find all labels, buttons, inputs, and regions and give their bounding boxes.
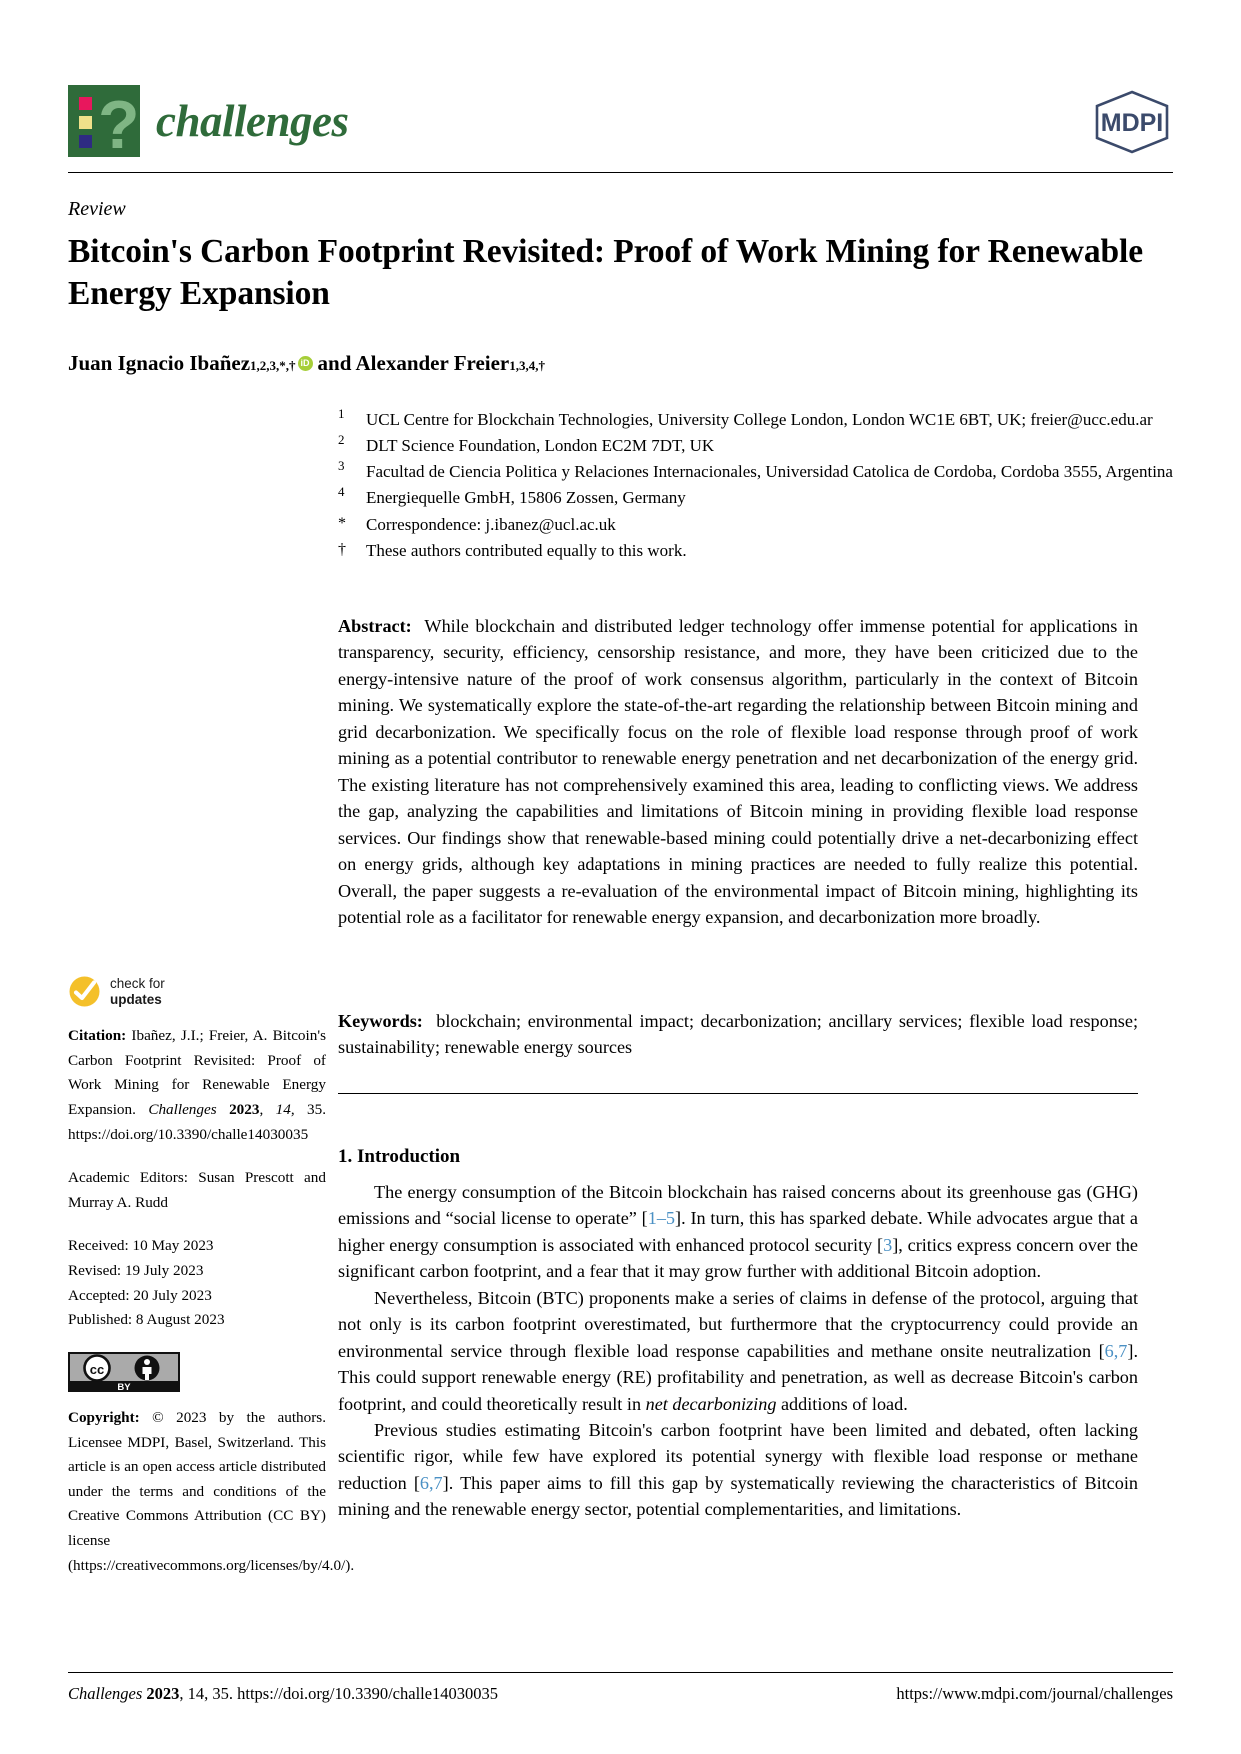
date-accepted: Accepted: 20 July 2023 xyxy=(68,1286,212,1304)
body-paragraph: Previous studies estimating Bitcoin's carbon footprint have been limited and debated, often lacking scientific rigor, while few have explored its potential synergy with flexible load response or methane reduction [6,7]. This paper aims to fill this gap by systematically reviewing the characteristics of Bitcoin mining and the renewable energy sector, potential complementarities, and limitations. xyxy=(338,1420,1138,1520)
citation-volume: 14 xyxy=(275,1100,291,1118)
journal-title: challenges xyxy=(156,96,349,146)
academic-editors-label: Academic Editors: xyxy=(68,1169,188,1187)
citation-block: Citation: Ibañez, J.I.; Freier, A. Bitcoin's Carbon Footprint Revisited: Proof of Work Mining for Renewable Energy Expansion. Challenges 2023, 14, 35. https://doi.org/10.3390/challe14030035 xyxy=(68,1027,327,1143)
keywords-text: blockchain; environmental impact; decarbonization; ancillary services; flexible load response; sustainability; renewable energy sources xyxy=(338,1011,1139,1058)
title-block xyxy=(68,198,1173,376)
emphasis-text: net decarbonizing xyxy=(645,1393,777,1414)
footer-citation-rest: , 14, 35. https://doi.org/10.3390/challe14030035 xyxy=(179,1684,499,1703)
copyright-label: Copyright: xyxy=(68,1408,140,1426)
citation-link[interactable]: 1–5 xyxy=(647,1208,676,1229)
citation-link[interactable]: 6,7 xyxy=(1104,1340,1128,1361)
check-updates-line2: updates xyxy=(110,991,162,1007)
copyright-block xyxy=(68,1352,355,1578)
keywords-section xyxy=(338,1008,1138,1061)
author-name-1: Juan Ignacio Ibañez xyxy=(68,350,251,375)
sidebar-metadata xyxy=(68,975,355,1578)
equal-contribution-text: These authors contributed equally to this work. xyxy=(366,540,687,560)
affiliation-text: UCL Centre for Blockchain Technologies, University College London, London WC1E 6BT, UK; freier@ucc.edu.ar xyxy=(366,410,1153,429)
check-updates-label xyxy=(110,976,165,1008)
creative-commons-by-badge-icon xyxy=(68,1352,180,1392)
author-affil-marks-1: 1,2,3,*,† xyxy=(250,357,296,373)
correspondence-row xyxy=(338,513,1176,537)
correspondence-marker: * xyxy=(338,514,346,532)
citation-link[interactable]: 6,7 xyxy=(419,1472,443,1493)
body-paragraph: The energy consumption of the Bitcoin blockchain has raised concerns about its greenhouse gas (GHG) emissions and “social license to operate” [1–5]. In turn, this has sparked debate. While advocates argue that a higher energy consumption is associated with enhanced protocol security [3], critics express concern over the significant carbon footprint, and a fear that it may grow further with additional Bitcoin adoption. xyxy=(338,1181,1138,1282)
content-divider xyxy=(338,1093,1138,1094)
body-paragraph: Nevertheless, Bitcoin (BTC) proponents make a series of claims in defense of the protocol, arguing that not only is its carbon footprint overestimated, but furthermore that the cryptocurrency could provide an environmental service through flexible load response capabilities and methane onsite neutralization [6,7]. This could support renewable energy (RE) profitability and penetration, as well as decrease Bitcoin's carbon footprint, and could theoretically result in net decarbonizing additions of load. xyxy=(338,1287,1138,1414)
orcid-icon[interactable]: iD xyxy=(298,356,313,371)
affiliation-marker: 2 xyxy=(338,432,345,448)
affiliation-row xyxy=(338,408,1176,432)
citation-article-number: 35. xyxy=(307,1100,327,1118)
abstract-label: Abstract: xyxy=(338,616,412,636)
keywords-label: Keywords: xyxy=(338,1011,423,1031)
correspondence-text: Correspondence: j.ibanez@ucl.ac.uk xyxy=(366,514,616,534)
equal-contribution-marker: † xyxy=(338,540,346,558)
page-footer xyxy=(68,1684,1173,1704)
abstract-text: While blockchain and distributed ledger technology offer immense potential for applications in transparency, security, efficiency, censorship resistance, and more, they have been criticized due to the energy-intensive nature of the proof of work consensus algorithm, particularly in the context of Bitcoin mining. We systematically explore the state-of-the-art regarding the relationship between Bitcoin mining and grid decarbonization. We specifically focus on the role of flexible load response through proof of work mining as a potential contributor to renewable energy penetration and net decarbonization of the energy grid. The existing literature has not comprehensively examined this area, leading to conflicting views. We address the gap, analyzing the capabilities and limitations of Bitcoin mining in providing flexible load response services. Our findings show that renewable-based mining could potentially drive a net-decarbonizing effect on energy grids, although key adaptations in mining practices are needed to fully realize this potential. Overall, the paper suggests a re-evaluation of the environmental impact of Bitcoin mining, highlighting its potential role as a facilitator for renewable energy expansion, and decarbonization more broadly. xyxy=(338,616,1138,928)
citation-year: 2023 xyxy=(229,1100,260,1118)
footer-citation xyxy=(68,1684,498,1704)
article-type-label: Review xyxy=(68,198,126,220)
date-received: Received: 10 May 2023 xyxy=(68,1237,214,1255)
affiliations-list xyxy=(338,408,1176,565)
page-title: Bitcoin's Carbon Footprint Revisited: Proof of Work Mining for Renewable Energy Expansion xyxy=(68,233,1144,312)
date-published: Published: 8 August 2023 xyxy=(68,1311,225,1329)
equal-contribution-row xyxy=(338,539,1176,563)
abstract-section xyxy=(338,613,1138,931)
author-affil-marks-2: 1,3,4,† xyxy=(509,357,546,373)
check-updates-line1: check for xyxy=(110,975,165,991)
affiliation-marker: 3 xyxy=(338,458,345,474)
check-mark-badge-icon xyxy=(68,975,101,1008)
author-conjunction: and Alexander Freier xyxy=(317,350,510,375)
copyright-text: © 2023 by the authors. Licensee MDPI, Basel, Switzerland. This article is an open access article distributed under the terms and conditions of the Creative Commons Attribution (CC BY) license (https://creativecommons.org/licenses/by/4.0/). xyxy=(68,1408,355,1574)
footer-url[interactable]: https://www.mdpi.com/journal/challenges xyxy=(896,1684,1173,1703)
logo-chip-yellow xyxy=(79,116,92,129)
question-mark-glyph: ? xyxy=(98,87,140,163)
affiliation-text: Facultad de Ciencia Politica y Relaciones Internacionales, Universidad Catolica de Cordoba, Cordoba 3555, Argentina xyxy=(366,462,1173,482)
section-heading: 1. Introduction xyxy=(338,1146,461,1167)
header-divider xyxy=(68,172,1173,173)
affiliation-marker: 4 xyxy=(338,484,345,500)
footer-divider xyxy=(68,1672,1173,1673)
svg-text:BY: BY xyxy=(117,1381,131,1392)
mdpi-hexagon-logo-icon[interactable] xyxy=(1091,89,1173,155)
date-revised: Revised: 19 July 2023 xyxy=(68,1262,204,1279)
academic-editors-block xyxy=(68,1166,326,1215)
academic-editors-names: Susan Prescott and Murray A. Rudd xyxy=(68,1169,326,1211)
affiliation-row xyxy=(338,434,1176,458)
citation-link[interactable]: 3 xyxy=(883,1234,893,1255)
affiliation-text: Energiequelle GmbH, 15806 Zossen, Germany xyxy=(366,488,686,508)
svg-text:cc: cc xyxy=(89,1361,105,1377)
affiliation-marker: 1 xyxy=(338,406,345,421)
svg-text:MDPI: MDPI xyxy=(1100,109,1164,137)
logo-chip-pink xyxy=(79,97,92,110)
footer-journal: Challenges xyxy=(68,1684,143,1703)
logo-chip-blue xyxy=(79,135,92,148)
footer-year: 2023 xyxy=(146,1684,180,1703)
citation-journal: Challenges xyxy=(148,1100,217,1118)
publication-dates-block xyxy=(68,1234,326,1333)
citation-label: Citation: xyxy=(68,1027,127,1044)
author-list xyxy=(68,351,1173,376)
citation-doi[interactable]: https://doi.org/10.3390/challe14030035 xyxy=(68,1125,309,1143)
journal-brand[interactable] xyxy=(68,85,349,163)
introduction-section xyxy=(338,1143,1138,1523)
affiliation-row xyxy=(338,460,1176,484)
citation-authors-title: Ibañez, J.I.; Freier, A. Bitcoin's Carbon Footprint Revisited: Proof of Work Mining for Renewable Energy Expansion. xyxy=(68,1027,326,1118)
affiliation-text: DLT Science Foundation, London EC2M 7DT, UK xyxy=(366,436,715,456)
page-header xyxy=(68,85,1173,173)
affiliation-row xyxy=(338,486,1176,510)
check-for-updates-badge[interactable] xyxy=(68,975,326,1008)
challenges-question-mark-logo-icon xyxy=(68,85,140,163)
